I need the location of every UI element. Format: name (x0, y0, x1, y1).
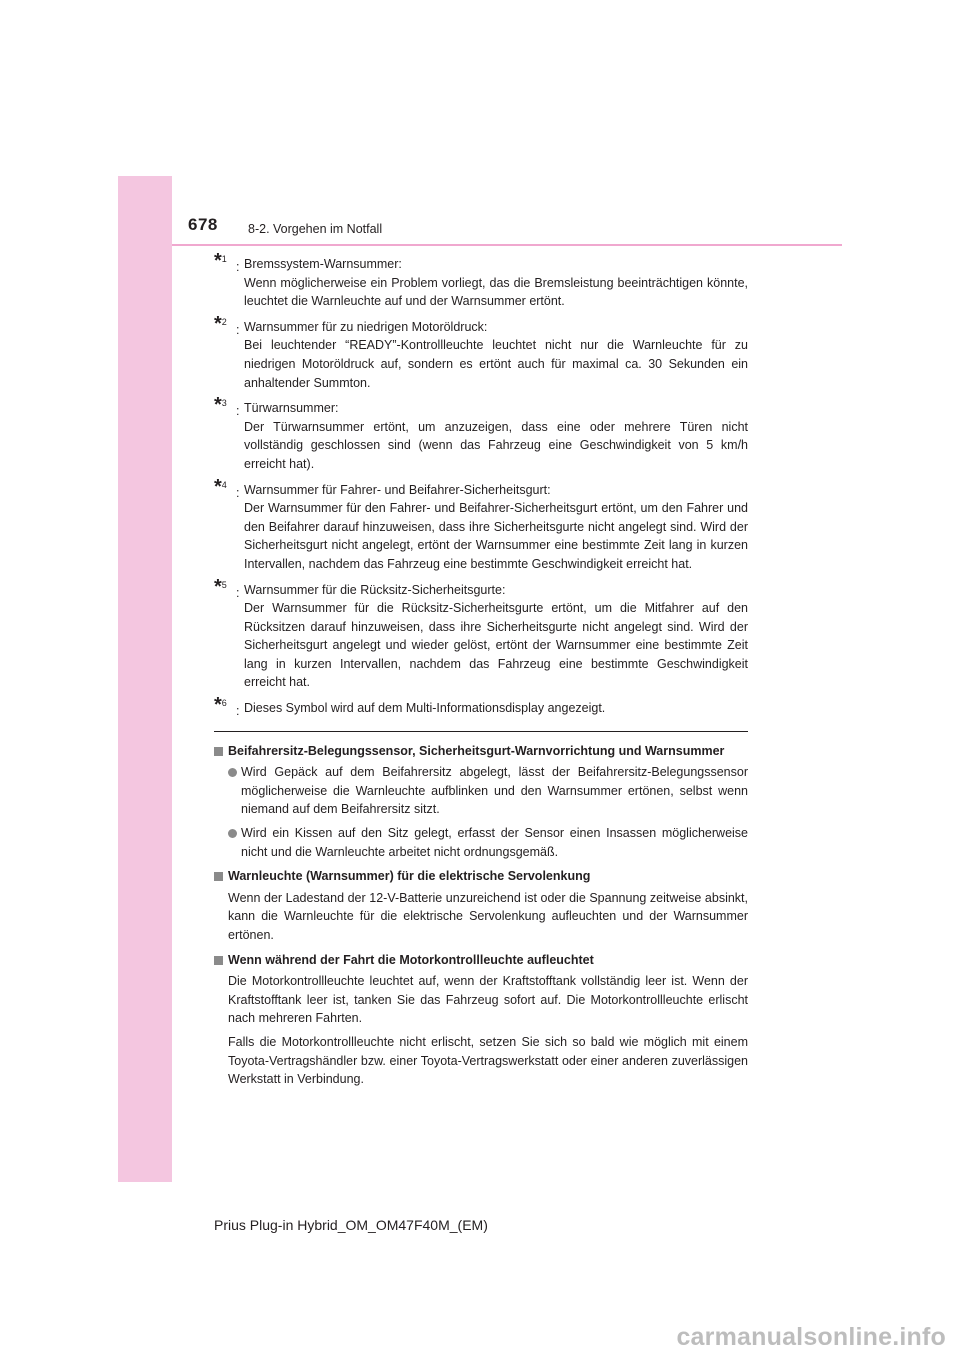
section-engine-light (214, 951, 748, 1089)
section-seat-sensor (214, 742, 748, 862)
footnote-3: *$^3$ : Türwarnsummer: Der Türwarnsummer ertönt, um anzuzeigen, dass eine oder mehrere Türen nicht vollständig geschlossen sind (wenn das Fahrzeug eine Geschwindigkeit von 5 km/h erreicht hat). (214, 399, 748, 473)
footnote-4: *$^4$ : Warnsummer für Fahrer- und Beifahrer-Sicherheitsgurt: Der Warnsummer für den Fahrer- und Beifahrer-Sicherheitsgurt ertönt, um den Fahrer und den Beifahrer darauf hinzuweisen, dass ihre Sicherheitsgurte nicht angelegt sind. Wird der Sicherheitsgurt nicht angelegt, ertönt der Warnsummer eine bestimmte Zeit lang in kurzen Intervallen, nachdem das Fahrzeug eine bestimmte Geschwindigkeit erreicht hat. (214, 481, 748, 574)
list-item: Wird ein Kissen auf den Sitz gelegt, erfasst der Sensor einen Insassen möglicherweise nicht und die Warnleuchte arbeitet nicht ordnungsgemäß. (228, 824, 748, 861)
paragraph: Die Motorkontrollleuchte leuchtet auf, wenn der Kraftstofftank vollständig leer ist. Wenn der Kraftstofftank leer ist, tanken Sie das Fahrzeug sofort auf. Die Motorkontrollleuchte erlischt nach mehreren Fahrten. (228, 974, 748, 1026)
watermark: carmanualsonline.info (676, 1323, 946, 1351)
footnote-title: Warnsummer für zu niedrigen Motoröldruck: (244, 319, 488, 334)
document-footer: Prius Plug-in Hybrid_OM_OM47F40M_(EM) (214, 1217, 488, 1233)
section-heading: Beifahrersitz-Belegungssensor, Sicherheitsgurt-Warnvorrichtung und Warnsummer (228, 743, 725, 758)
section-heading: Wenn während der Fahrt die Motorkontrollleuchte aufleuchtet (228, 952, 594, 967)
footnote-text: Der Warnsummer für die Rücksitz-Sicherheitsgurte ertönt, um die Mitfahrer auf den Rücksitzen darauf hinzuweisen, dass ihre Sicherheitsgurte nicht angelegt sind. Wird der Sicherheitsgurt angelegt und wieder gelöst, ertönt der Warnsummer eine bestimmte Zeit lang in kurzen Intervallen, nachdem das Fahrzeug eine bestimmte Geschwindigkeit erreicht hat. (244, 601, 748, 690)
circle-bullet-icon (228, 829, 237, 838)
page-number: 678 (188, 215, 218, 234)
footnote-5: *$^5$ : Warnsummer für die Rücksitz-Sicherheitsgurte: Der Warnsummer für die Rücksitz-Sicherheitsgurte ertönt, um die Mitfahrer auf den Rücksitzen darauf hinzuweisen, dass ihre Sicherheitsgurte nicht angelegt sind. Wird der Sicherheitsgurt angelegt und wieder gelöst, ertönt der Warnsummer eine bestimmte Zeit lang in kurzen Intervallen, nachdem das Fahrzeug eine bestimmte Geschwindigkeit erreicht hat. (214, 581, 748, 693)
section-heading: Warnleuchte (Warnsummer) für die elektrische Servolenkung (228, 869, 591, 884)
list-item: Wird Gepäck auf dem Beifahrersitz abgelegt, lässt der Beifahrersitz-Belegungssensor möglicherweise die Warnleuchte aufblinken und den Warnsummer ertönen, selbst wenn niemand auf dem Beifahrersitz sitzt. (228, 763, 748, 819)
paragraph: Falls die Motorkontrollleuchte nicht erlischt, setzen Sie sich so bald wie möglich mit einem Toyota-Vertragshändler bzw. einer Toyota-Vertragswerkstatt oder einer anderen zuverlässigen Werkstatt in Verbindung. (228, 1034, 748, 1087)
section-power-steering (214, 867, 748, 944)
header-rule (172, 244, 842, 246)
footnote-6: *$^6$ : Dieses Symbol wird auf dem Multi-Informationsdisplay angezeigt. (214, 699, 748, 718)
chapter-sidebar-tab (118, 176, 172, 1182)
footnote-text: Wenn möglicherweise ein Problem vorliegt, das die Bremsleistung beeinträchtigen könnte, leuchtet die Warnleuchte auf und der Warnsummer ertönt. (244, 275, 748, 309)
footnote-marker: *$^4$ (214, 475, 227, 498)
paragraph: Wenn der Ladestand der 12-V-Batterie unzureichend ist oder die Spannung zeitweise absinkt, kann die Warnleuchte für die elektrische Servolenkung aufleuchten und der Warnsummer ertönen. (228, 890, 748, 942)
footnote-text: Bei leuchtender “READY”-Kontrollleuchte leuchtet nicht nur die Warnleuchte für zu niedrigen Motoröldruck auf, sondern es ertönt auch für maximal ca. 30 Sekunden ein anhaltender Summton. (244, 338, 748, 390)
footnote-title: Bremssystem-Warnsummer: (244, 257, 402, 271)
footnote-text: Der Warnsummer für den Fahrer- und Beifahrer-Sicherheitsgurt ertönt, um den Fahrer und den Beifahrer darauf hinzuweisen, dass ihre Sicherheitsgurte nicht angelegt sind. Wird der Sicherheitsgurt nicht angelegt, ertönt der Warnsummer eine bestimmte Zeit lang in kurzen Intervallen, nachdem das Fahrzeug eine bestimmte Geschwindigkeit erreicht hat. (244, 501, 748, 571)
footnote-2: *$^2$ : Warnsummer für zu niedrigen Motoröldruck: Bei leuchtender “READY”-Kontrollleuchte leuchtet nicht nur die Warnleuchte für zu niedrigen Motoröldruck auf, sondern es ertönt auch für maximal ca. 30 Sekunden ein anhaltender Summton. (214, 318, 748, 392)
footnote-marker: *$^3$ (214, 394, 227, 417)
circle-bullet-icon (228, 768, 237, 777)
footnote-title: Dieses Symbol wird auf dem Multi-Informationsdisplay angezeigt. (244, 701, 606, 716)
square-bullet-icon (214, 872, 223, 881)
footnote-marker: *$^5$ (214, 575, 227, 598)
square-bullet-icon (214, 956, 223, 965)
section-title: 8-2. Vorgehen im Notfall (248, 222, 383, 236)
page-content (214, 250, 748, 1095)
section-divider (214, 731, 748, 732)
footnote-title: Warnsummer für die Rücksitz-Sicherheitsgurte: (244, 582, 506, 597)
footnote-marker: *$^1$ (214, 250, 227, 272)
footnote-marker: *$^2$ (214, 312, 227, 335)
square-bullet-icon (214, 747, 223, 756)
footnote-1: *$^1$ : Bremssystem-Warnsummer: Wenn möglicherweise ein Problem vorliegt, das die Bremsleistung beeinträchtigen könnte, leuchtet die Warnleuchte auf und der Warnsummer ertönt. (214, 255, 748, 311)
footnote-title: Türwarnsummer: (244, 401, 339, 416)
footnote-text: Der Türwarnsummer ertönt, um anzuzeigen, dass eine oder mehrere Türen nicht vollständig geschlossen sind (wenn das Fahrzeug eine Geschwindigkeit von 5 km/h erreicht hat). (244, 419, 748, 471)
footnote-title: Warnsummer für Fahrer- und Beifahrer-Sicherheitsgurt: (244, 482, 551, 497)
footnote-marker: *$^6$ (214, 694, 227, 717)
